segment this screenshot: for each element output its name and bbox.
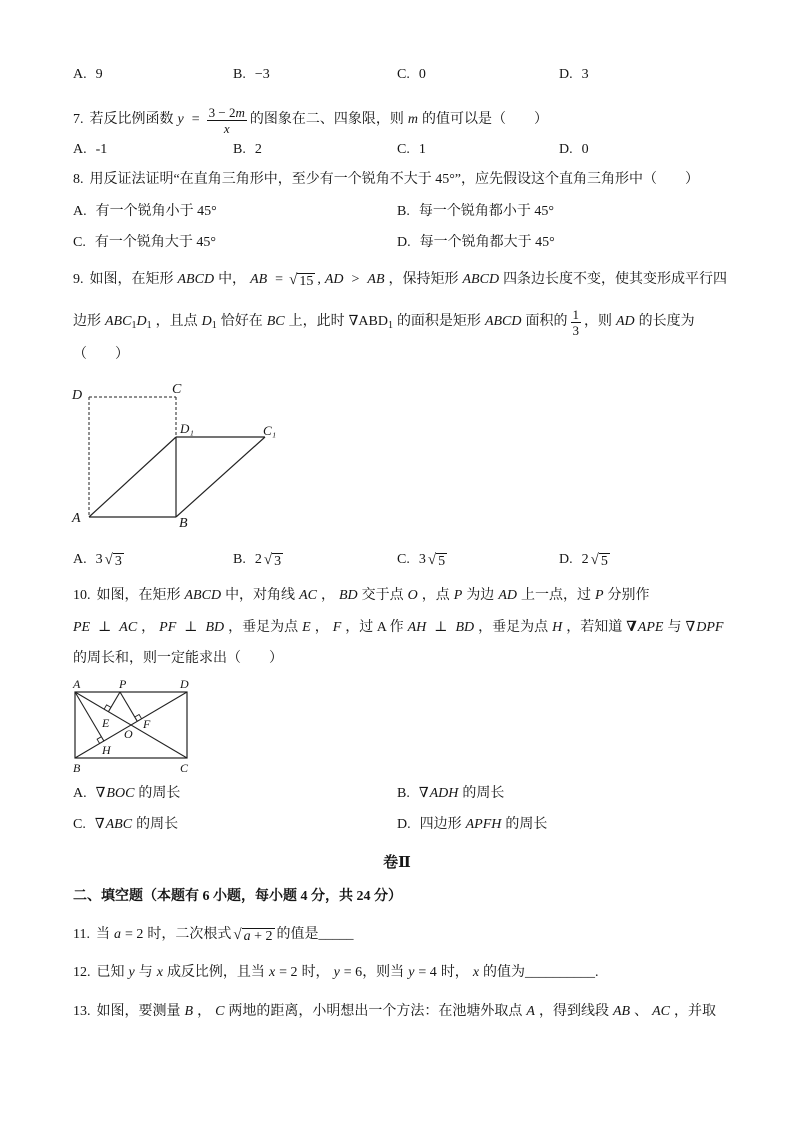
question-number: 8.: [73, 172, 84, 187]
q7-question: [73, 103, 548, 137]
math-variable: BD: [338, 588, 358, 603]
q8-option-a: [73, 202, 217, 222]
math-letters: ABC: [105, 314, 132, 329]
question-text: ，若知道: [566, 620, 623, 635]
math-letters: D: [201, 314, 212, 329]
math-variable: AC: [299, 588, 317, 603]
square-root: [233, 926, 274, 944]
triangle-symbol: ∇: [626, 620, 637, 635]
radical-sign: √: [104, 552, 113, 568]
q10-option-a: [73, 784, 180, 804]
option-label: C.: [73, 817, 86, 832]
question-text: ，且点: [155, 314, 198, 329]
question-text: 的值可以是（ ）: [421, 112, 548, 127]
q8-option-c: [73, 233, 216, 253]
question-number: 13.: [73, 1004, 91, 1019]
option-value: −3: [254, 67, 270, 82]
question-text: 时，: [440, 965, 469, 980]
radicand: 5: [600, 554, 608, 569]
question-text: 的面积是矩形: [396, 314, 481, 329]
math-variable: ABCD: [462, 272, 500, 287]
q10-figure: [0, 675, 220, 780]
math-variable: ABCD: [484, 314, 522, 329]
q13-question: [73, 1002, 716, 1022]
subscript: 1: [387, 320, 393, 331]
option-value: 0: [581, 142, 589, 157]
q10-question-line-1: [73, 586, 650, 606]
radical-sign: √: [590, 552, 599, 568]
fraction: [207, 105, 247, 136]
math-variable: PF: [159, 620, 177, 635]
option-figure-name: APFH: [465, 817, 502, 832]
radicand-variable: a: [243, 929, 251, 944]
question-text: 四条边长度不变，使其变形成平行四: [503, 272, 728, 287]
math-variable: ABCD: [177, 272, 215, 287]
math-variable: a: [113, 927, 121, 942]
question-text: ，: [141, 620, 156, 635]
question-text: ，保持矩形: [388, 272, 459, 287]
question-text: 的图象在二、四象限，则: [249, 112, 404, 127]
label-o: O: [124, 727, 133, 741]
option-coefficient: 3: [418, 552, 426, 567]
math-variable: AD: [324, 272, 344, 287]
question-text: ，则: [584, 314, 612, 329]
math-variable: x: [472, 965, 480, 980]
q8-question: [73, 170, 699, 190]
question-text: 成反比例，且当: [166, 965, 265, 980]
option-prefix: 四边形: [419, 817, 462, 832]
question-number: 12.: [73, 965, 91, 980]
option-value: 0: [418, 67, 426, 82]
math-variable: PE: [73, 620, 91, 635]
question-text: 与: [667, 620, 682, 635]
math-operator: =: [275, 272, 284, 287]
section-title: 卷Ⅱ: [383, 855, 411, 871]
q9-question-line-2: [73, 306, 695, 338]
label-d1: D₁: [180, 421, 194, 436]
question-text: ，过 A 作: [345, 620, 404, 635]
triangle-symbol: ∇: [685, 620, 696, 635]
square-root: [591, 551, 610, 569]
math-variable: E: [302, 620, 311, 635]
option-suffix: 的周长: [138, 786, 181, 801]
fraction-denominator: 3: [572, 322, 579, 338]
option-coefficient: 2: [581, 552, 589, 567]
math-letters: ∇ABD: [348, 314, 388, 329]
q6-option-b: [233, 65, 270, 85]
question-text: 用反证法证明“在直角三角形中，至少有一个锐角不大于 45°”，应先假设这个直角三角形中（ ）: [89, 172, 700, 187]
math-operator: ⊥: [184, 620, 198, 635]
label-a: A: [72, 511, 81, 526]
label-e: E: [102, 716, 110, 730]
question-text: ，点: [421, 588, 450, 603]
math-variable-parallelogram: [105, 312, 152, 332]
option-label: C.: [397, 142, 410, 157]
math-expression: = 6: [343, 965, 363, 980]
option-coefficient: 2: [254, 552, 262, 567]
option-label: D.: [559, 142, 573, 157]
section-heading: [73, 887, 402, 907]
math-variable: P: [594, 588, 604, 603]
fraction-denominator: [222, 121, 232, 136]
math-variable: AB: [367, 272, 385, 287]
math-variable: P: [453, 588, 463, 603]
q10-option-c: [73, 815, 178, 835]
option-label: A.: [73, 204, 87, 219]
math-variable: A: [526, 1004, 535, 1019]
math-variable: O: [407, 588, 418, 603]
math-variable: x: [156, 965, 163, 980]
answer-blank: _____: [318, 927, 354, 942]
math-operator: ⊥: [434, 620, 448, 635]
math-variable: y: [128, 965, 135, 980]
question-text: 若反比例函数: [89, 112, 174, 127]
label-d: D: [180, 677, 189, 691]
question-text: 的值是: [276, 927, 319, 942]
math-operator: ⊥: [98, 620, 112, 635]
math-variable: y: [333, 965, 340, 980]
q12-question: [73, 963, 599, 983]
option-label: A.: [73, 67, 87, 82]
subscript: 1: [146, 320, 152, 331]
question-number: 10.: [73, 588, 91, 603]
math-variable: AC: [119, 620, 138, 635]
q9-figure: [0, 375, 300, 535]
math-variable: AH: [407, 620, 427, 635]
question-text: 时，二次根式: [147, 927, 232, 942]
subscript: 1: [131, 320, 137, 331]
question-text: 如图，在矩形: [89, 272, 174, 287]
segment-pf: [120, 692, 137, 721]
option-label: C.: [73, 235, 86, 250]
math-variable: F: [332, 620, 342, 635]
label-b: B: [73, 761, 81, 775]
question-text: ，: [197, 1004, 212, 1019]
square-root: [428, 551, 447, 569]
question-text: 已知: [96, 965, 125, 980]
math-letters: D: [136, 314, 147, 329]
q6-option-c: [397, 65, 426, 85]
radical-sign: √: [289, 272, 298, 288]
math-variable: H: [552, 620, 563, 635]
option-value: 有一个锐角大于 45°: [94, 235, 216, 250]
question-text: 中，: [218, 272, 247, 287]
option-prefix: ∇: [95, 786, 106, 801]
option-prefix: ∇: [94, 817, 105, 832]
option-label: D.: [397, 235, 411, 250]
q8-option-b: [397, 202, 554, 222]
triangle-name: [349, 312, 393, 332]
option-value: 1: [418, 142, 426, 157]
option-value: 每一个锐角都小于 45°: [418, 204, 554, 219]
option-figure-name: BOC: [106, 786, 135, 801]
option-value: -1: [95, 142, 108, 157]
option-label: B.: [233, 67, 246, 82]
option-value: 有一个锐角小于 45°: [95, 204, 217, 219]
math-variable: ABCD: [184, 588, 222, 603]
option-label: D.: [397, 817, 411, 832]
question-text: 为边: [466, 588, 495, 603]
option-value: 2: [254, 142, 262, 157]
q11-question: [73, 925, 354, 945]
question-text: 如图，要测量: [96, 1004, 181, 1019]
q8-option-d: [397, 233, 555, 253]
math-separator: ,: [317, 272, 321, 287]
question-text: ，垂足为点: [478, 620, 549, 635]
question-text: ，: [320, 588, 335, 603]
q10-question-line-2: [73, 618, 727, 638]
answer-brackets: （ ）: [73, 347, 129, 362]
option-label: A.: [73, 142, 87, 157]
option-label: C.: [397, 552, 410, 567]
radicand: 3: [114, 554, 122, 569]
question-text: 恰好在: [220, 314, 263, 329]
question-text: 中，对角线: [225, 588, 296, 603]
math-variable: APE: [637, 620, 664, 635]
fraction-numerator: [207, 105, 247, 121]
question-text: 时，: [301, 965, 330, 980]
segment-pe: [108, 692, 120, 712]
radical-sign: √: [263, 552, 273, 568]
question-text: 两地的距离，小明想出一个方法：在池塘外取点: [228, 1004, 523, 1019]
question-text: ，垂足为点: [228, 620, 299, 635]
option-label: D.: [559, 552, 573, 567]
q7-option-c: [397, 140, 426, 160]
option-label: B.: [397, 786, 410, 801]
math-variable: AD: [616, 314, 635, 329]
option-label: A.: [73, 552, 87, 567]
option-figure-name: ADH: [429, 786, 459, 801]
answer-blank: __________: [525, 965, 596, 980]
question-text: ，则当: [362, 965, 405, 980]
math-variable: AB: [612, 1004, 631, 1019]
square-root: [264, 551, 283, 569]
subscript: 1: [211, 320, 217, 331]
question-number: 11.: [73, 927, 90, 942]
label-a: A: [73, 677, 81, 691]
question-text: 的周长和，则一定能求出（ ）: [73, 651, 283, 666]
segment-ah: [75, 692, 104, 741]
square-root: [105, 551, 124, 569]
radicand-constant: + 2: [254, 929, 273, 944]
math-variable: AB: [250, 272, 268, 287]
q10-option-d: [397, 815, 547, 835]
question-text: 如图，在矩形: [96, 588, 181, 603]
option-value: 每一个锐角都大于 45°: [419, 235, 555, 250]
fraction-numerator: 1: [572, 306, 579, 322]
radicand: 3: [274, 554, 282, 569]
option-suffix: 的周长: [462, 786, 505, 801]
math-variable: BC: [266, 314, 285, 329]
radical-sign: √: [233, 927, 242, 943]
option-value: 9: [95, 67, 103, 82]
question-number: 9.: [73, 272, 84, 287]
q6-option-d: [559, 65, 589, 85]
option-label: A.: [73, 786, 87, 801]
question-text: 当: [95, 927, 110, 942]
denominator-variable: x: [223, 120, 230, 136]
question-text: 面积的: [525, 314, 568, 329]
q7-option-b: [233, 140, 262, 160]
math-variable: x: [268, 965, 276, 980]
label-c1: C₁: [263, 423, 277, 438]
question-text: 、: [634, 1004, 649, 1019]
question-text: ，: [314, 620, 329, 635]
label-d: D: [72, 388, 83, 403]
question-text: ，得到线段: [538, 1004, 609, 1019]
label-c: C: [180, 761, 189, 775]
question-text: 与: [138, 965, 153, 980]
option-suffix: 的周长: [505, 817, 548, 832]
question-text: ，并取: [673, 1004, 716, 1019]
math-variable-point: [202, 312, 217, 332]
option-label: C.: [397, 67, 410, 82]
option-figure-name: ABC: [105, 817, 133, 832]
question-text: 边形: [73, 314, 101, 329]
math-variable: B: [184, 1004, 194, 1019]
section-heading-text: 二、填空题（本题有 6 小题，每小题 4 分，共 24 分）: [73, 889, 402, 904]
radicand: 5: [438, 554, 446, 569]
math-variable: AD: [498, 588, 517, 603]
edge-c1b: [176, 437, 265, 517]
radicand: 15: [299, 274, 314, 289]
square-root: [289, 271, 315, 289]
q6-option-a: [73, 65, 103, 85]
question-text: 的值为: [483, 965, 526, 980]
radicand: [242, 928, 275, 944]
math-expression: = 2: [124, 927, 144, 942]
q10-question-line-3: [73, 649, 283, 669]
radical-sign: √: [427, 552, 437, 568]
math-variable: AC: [652, 1004, 670, 1019]
option-value: 3: [581, 67, 589, 82]
question-text: 的长度为: [638, 314, 695, 329]
math-expression: = 4: [418, 965, 437, 980]
fraction: [571, 307, 582, 338]
q9-option-c: [397, 550, 449, 570]
q9-option-d: [559, 550, 612, 570]
label-c: C: [172, 382, 182, 397]
math-variable: BD: [455, 620, 475, 635]
math-operator: =: [191, 112, 200, 127]
question-text: 分别作: [607, 588, 650, 603]
question-text: 上一点，过: [520, 588, 591, 603]
math-variable: m: [407, 112, 418, 127]
period: .: [595, 965, 599, 980]
option-suffix: 的周长: [136, 817, 179, 832]
option-coefficient: 3: [95, 552, 103, 567]
math-operator: >: [351, 272, 360, 287]
edge-ad1: [89, 437, 176, 517]
numerator-variable: m: [235, 104, 245, 120]
q9-option-b: [233, 550, 285, 570]
math-variable: y: [177, 112, 184, 127]
math-variable: y: [408, 965, 415, 980]
label-h: H: [102, 743, 111, 757]
q7-option-d: [559, 140, 589, 160]
q10-option-b: [397, 784, 504, 804]
question-text: 上，此时: [288, 314, 345, 329]
q7-option-a: [73, 140, 107, 160]
q9-question-line-1: [73, 270, 727, 290]
option-label: D.: [559, 67, 573, 82]
q9-option-a: [73, 550, 126, 570]
label-p: P: [119, 677, 127, 691]
option-prefix: ∇: [418, 786, 429, 801]
math-expression: = 2: [279, 965, 298, 980]
math-variable: DPF: [696, 620, 724, 635]
question-text: 交于点: [361, 588, 404, 603]
numerator-constant: 3 − 2: [208, 104, 236, 120]
option-label: B.: [233, 142, 246, 157]
label-b: B: [179, 516, 188, 531]
math-variable: BD: [205, 620, 225, 635]
question-number: 7.: [73, 112, 84, 127]
q9-question-line-3: [73, 345, 129, 365]
label-f: F: [143, 717, 151, 731]
math-variable: C: [215, 1004, 225, 1019]
option-label: B.: [397, 204, 410, 219]
option-label: B.: [233, 552, 246, 567]
